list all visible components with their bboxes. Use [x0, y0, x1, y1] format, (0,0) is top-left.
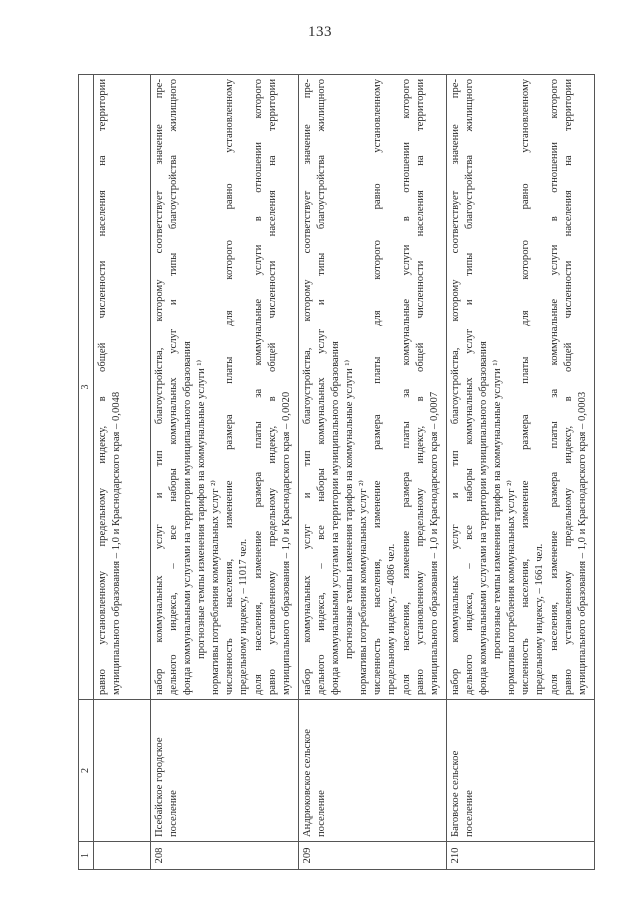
text-line: равно установленному предельному индексу, в общей численности населения на территории — [97, 79, 108, 695]
table-row — [447, 75, 595, 870]
text-line: набор коммунальных услуг и тип благоустройства, которому соответствует значение пре- — [154, 79, 165, 695]
text-line: фонда коммунальными услугами на территории муниципального образования — [478, 341, 490, 695]
text-line: фонда коммунальными услугами на территории муниципального образования — [182, 341, 194, 695]
header-col-3: 3 — [79, 75, 94, 700]
row-description — [447, 75, 595, 700]
text-line: предельному индексу, – 1661 чел. — [534, 543, 546, 695]
text-line: численность населения, изменение размера платы для которого равно установленному — [372, 79, 384, 695]
text-line: численность населения, изменение размера платы для которого равно установленному — [520, 79, 532, 695]
text-line: нормативы потребления коммунальных услуг ²⁾ — [506, 480, 518, 695]
row-number: 210 — [447, 842, 595, 870]
rotated-table-container — [78, 75, 588, 870]
text-line: прогнозные темпы изменения тарифов на коммунальные услуги ¹⁾ — [196, 359, 208, 659]
text-line: предельному индексу, – 4086 чел. — [386, 543, 398, 695]
text-line: доля населения, изменение размера платы за коммунальные услуги в отношении которого — [548, 79, 560, 695]
text-line: муниципального образования – 1,0 и Краснодарского края – 0,0048 — [111, 391, 123, 695]
row-description — [151, 75, 299, 700]
text-line: дельного индекса, – все наборы коммунальных услуг и типы благоустройства жилищного — [316, 79, 328, 695]
text-line: нормативы потребления коммунальных услуг ²⁾ — [358, 480, 370, 695]
text-line: муниципального образования – 1,0 и Краснодарского края – 0,0007 — [428, 391, 440, 695]
row-description — [299, 75, 447, 700]
continuation-row — [94, 75, 151, 870]
text-line: набор коммунальных услуг и тип благоустройства, которому соответствует значение пре- — [302, 79, 313, 695]
table-row — [299, 75, 447, 870]
text-line: муниципального образования – 1,0 и Краснодарского края – 0,0020 — [280, 391, 292, 695]
text-line: численность населения, изменение размера платы для которого равно установленному — [224, 79, 236, 695]
row-number: 208 — [151, 842, 299, 870]
text-line: муниципального образования – 1,0 и Краснодарского края – 0,0003 — [576, 391, 588, 695]
text-line: предельному индексу, – 11017 чел. — [238, 538, 250, 695]
table-header-row — [79, 75, 94, 870]
page-number: 133 — [308, 24, 332, 40]
row-number: 209 — [299, 842, 447, 870]
text-line: равно установленному предельному индексу, в общей численности населения на территории — [414, 79, 426, 695]
text-line: нормативы потребления коммунальных услуг ²⁾ — [210, 480, 222, 695]
text-line: фонда коммунальными услугами на территории муниципального образования — [330, 341, 342, 695]
text-line: равно установленному предельному индексу, в общей численности населения на территории — [562, 79, 574, 695]
header-col-1: 1 — [79, 842, 94, 870]
continuation-name-cell — [94, 700, 151, 842]
settlement-name: Андрюковское сельское поселение — [299, 700, 447, 842]
header-col-2: 2 — [79, 700, 94, 842]
indices-table — [78, 74, 595, 870]
text-line: равно установленному предельному индексу, в общей численности населения на территории — [266, 79, 278, 695]
settlement-name: Баговское сельское поселение — [447, 700, 595, 842]
table-row — [151, 75, 299, 870]
text-line: дельного индекса, – все наборы коммунальных услуг и типы благоустройства жилищного — [168, 79, 180, 695]
text-line: доля населения, изменение размера платы за коммунальные услуги в отношении которого — [252, 79, 264, 695]
text-line: доля населения, изменение размера платы за коммунальные услуги в отношении которого — [400, 79, 412, 695]
continuation-text-cell — [94, 75, 151, 700]
text-line: прогнозные темпы изменения тарифов на коммунальные услуги ¹⁾ — [344, 359, 356, 659]
text-line: набор коммунальных услуг и тип благоустройства, которому соответствует значение пре- — [450, 79, 461, 695]
settlement-name: Псебайское городское поселение — [151, 700, 299, 842]
text-line: прогнозные темпы изменения тарифов на коммунальные услуги ¹⁾ — [492, 359, 504, 659]
text-line: дельного индекса, – все наборы коммунальных услуг и типы благоустройства жилищного — [464, 79, 476, 695]
continuation-num-cell — [94, 842, 151, 870]
